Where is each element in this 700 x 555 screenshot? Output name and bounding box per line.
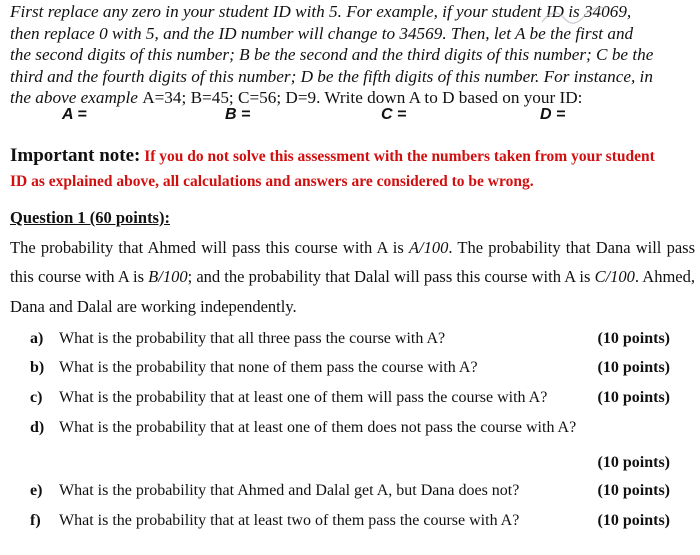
- part-points: (10 points): [597, 389, 670, 406]
- variable-d-label: D =: [540, 106, 566, 123]
- question-part-f: [30, 507, 670, 535]
- intro-line: [10, 87, 695, 109]
- part-points: (10 points): [597, 330, 670, 347]
- variable-a-label: A =: [62, 106, 87, 123]
- question-paragraph: The probability that Ahmed will pass this course with A is A/100. The probability that Dana will pass this course with A is B/100; and the probability that Dalal will pass this course with A is C/100. Ahmed, Dana and Dalal are working independently.: [10, 238, 695, 316]
- prob-dalal: C/100: [594, 267, 635, 287]
- part-letter: c): [30, 389, 43, 406]
- variable-c-label: C =: [381, 106, 407, 123]
- part-points: (10 points): [597, 512, 670, 529]
- intro-line: third and the fourth digits of this number; D be the fifth digits of this number. For instance, in: [10, 66, 653, 86]
- intro-line: then replace 0 with 5, and the ID number will change to 34569. Then, let A be the first and: [10, 23, 634, 43]
- prob-dana: B/100: [148, 267, 188, 287]
- part-letter: a): [30, 330, 44, 347]
- question-part-b: [30, 354, 670, 382]
- important-note: [10, 143, 695, 194]
- part-letter: f): [30, 512, 41, 529]
- note-warning: ID as explained above, all calculations and answers are considered to be wrong.: [10, 173, 534, 190]
- question-part-d: [30, 414, 670, 442]
- question-part-a: [30, 325, 670, 353]
- variable-b-label: B =: [225, 106, 251, 123]
- part-text: What is the probability that Ahmed and Dalal get A, but Dana does not?: [59, 482, 520, 499]
- part-points: (10 points): [597, 359, 670, 376]
- important-note-label: Important note:: [10, 145, 141, 166]
- part-text: What is the probability that none of them pass the course with A?: [59, 359, 478, 376]
- part-text: What is the probability that all three pass the course with A?: [59, 330, 446, 347]
- intro-line: First replace any zero in your student ID with 5. For example, if your student ID is 34069,: [10, 2, 632, 21]
- part-letter: e): [30, 482, 43, 499]
- part-text: What is the probability that at least one of them does not pass the course with A?: [59, 419, 577, 436]
- part-text: What is the probability that at least two of them pass the course with A?: [59, 512, 520, 529]
- part-points: (10 points): [597, 482, 670, 499]
- prob-ahmed: A/100: [408, 238, 449, 257]
- question-part-c: [30, 384, 670, 412]
- part-text: What is the probability that at least one of them will pass the course with A?: [59, 389, 548, 406]
- question-part-e: [30, 477, 670, 505]
- note-warning: If you do not solve this assessment with the numbers taken from your student: [144, 148, 655, 165]
- intro-text: the above example: [10, 88, 143, 107]
- intro-line: the second digits of this number; B be the second and the third digits of this number; C be the: [10, 45, 654, 64]
- pen-scribble-mark: [540, 2, 610, 26]
- part-d-points: (10 points): [597, 454, 670, 471]
- example-values: A=34; B=45; C=56; D=9. Write down A to D based on your ID:: [142, 88, 583, 107]
- part-letter: d): [30, 419, 45, 436]
- part-letter: b): [30, 359, 45, 376]
- question-title: Question 1 (60 points):: [10, 208, 170, 227]
